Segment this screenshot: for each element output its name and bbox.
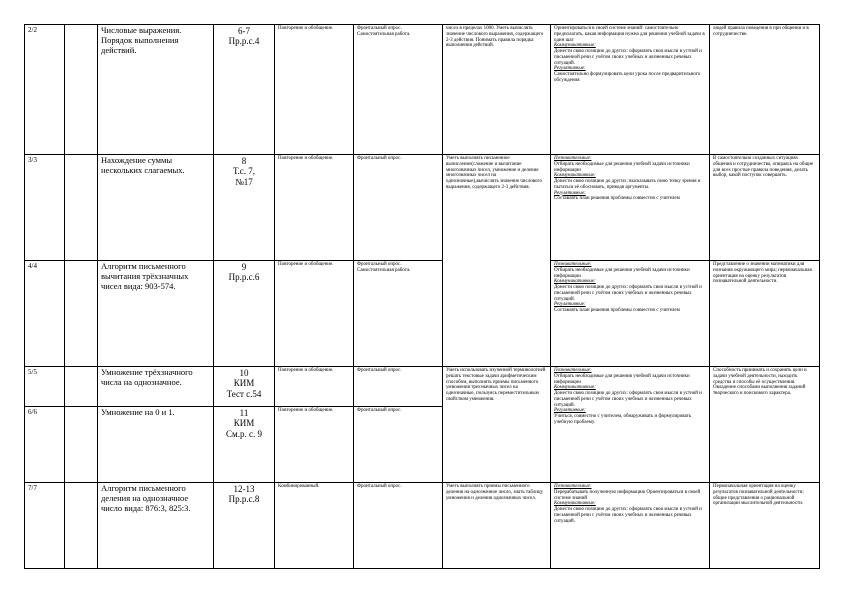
uud-heading: Коммуникативные: bbox=[554, 43, 596, 49]
uud-heading: Познавательные: bbox=[554, 156, 592, 161]
uud-heading: Коммуникативные: bbox=[554, 501, 596, 507]
date-cell bbox=[65, 155, 98, 261]
personal-results: людей правила поведения в при общении и в сотрудничестве. bbox=[710, 25, 820, 155]
lesson-number: 6/6 bbox=[25, 407, 65, 483]
date-cell bbox=[65, 483, 98, 569]
lesson-type: Повторение и обобщение. bbox=[275, 155, 354, 261]
lesson-type: Комбинированный. bbox=[275, 483, 354, 569]
lesson-topic: Нахождение суммы нескольких слагаемых. bbox=[98, 155, 214, 261]
uud-heading: Коммуникативные: bbox=[554, 385, 596, 391]
control-form: Фронтальный опрос. Самостоятельная работа. bbox=[354, 261, 443, 367]
subject-skills: чисел в пределах 1000. Уметь вычислять значение числового выражения, содержащего 2-3 действия. Понимать правила порядка выполнения действий. bbox=[443, 25, 551, 155]
lesson-type: Повторение и обобщение. bbox=[275, 407, 354, 483]
control-form: Фронтальный опрос. bbox=[354, 483, 443, 569]
subject-skills: Уметь выполнять письменное вычисление(сложение и вычитание многозначных чисел, умножение и деление многозначных чисел на однозначные),вычислять значение числового выражения, содержащего 2-3 действия. bbox=[443, 155, 551, 367]
lesson-plan-sheet bbox=[24, 24, 819, 570]
lesson-type: Повторение и обобщение. bbox=[275, 25, 354, 155]
textbook-pages: 8 Т.с. 7, №17 bbox=[214, 155, 275, 261]
lesson-number: 7/7 bbox=[25, 483, 65, 569]
control-form: Фронтальный опрос. Самостоятельная работа. bbox=[354, 25, 443, 155]
lesson-number: 3/3 bbox=[25, 155, 65, 261]
uud-text: Донести свою позицию до других: оформлять свои мысли в устной и письменной речи с учётом своих учебных и жизненных речевых ситуаций. bbox=[554, 49, 702, 66]
uud-text: Самостоятельно формулировать цели урока после предварительного обсуждения bbox=[554, 72, 701, 83]
uud-heading: Регулятивные: bbox=[554, 66, 586, 72]
control-form: Фронтальный опрос. bbox=[354, 155, 443, 261]
date-cell bbox=[65, 367, 98, 407]
lesson-topic: Умножение на 0 и 1. bbox=[98, 407, 214, 483]
uud-text: Учиться, совместно с учителем, обнаруживать и формулировать учебную проблему. bbox=[554, 414, 692, 425]
table-row bbox=[25, 155, 820, 261]
uud-text: Отбирать необходимые для решения учебной задачи источники информации bbox=[554, 161, 690, 173]
subject-skills: Уметь использовать изученной терминологией решать текстовые задачи арифметическим способом, выполнять приемы письменного умножения трехзначных чисел на однозначные, пользуясь переместительным свойством умножения. bbox=[443, 367, 551, 483]
personal-results: В самостоятельно созданных ситуациях общения и сотрудничества, опираясь на общие для всех простые правила поведения, делать выбор, какой поступок совершить. bbox=[710, 155, 820, 261]
lesson-number: 4/4 bbox=[25, 261, 65, 367]
uud-cell bbox=[551, 25, 710, 155]
uud-cell bbox=[551, 155, 710, 261]
uud-cell bbox=[551, 367, 710, 483]
uud-heading: Регулятивные: bbox=[554, 190, 586, 196]
personal-results: Представление о значении математики для познания окружающего мира; первоначальная ориентация на оценку результатов познавательной деятельности. bbox=[710, 261, 820, 367]
table-row bbox=[25, 483, 820, 569]
uud-text: Составлять план решения проблемы совместно с учителем bbox=[554, 308, 680, 313]
uud-text: Составлять план решения проблемы совместно с учителем bbox=[554, 196, 680, 202]
lesson-type: Повторение и обобщение. bbox=[275, 367, 354, 407]
uud-heading: Регулятивные: bbox=[554, 408, 586, 414]
uud-text: Ориентироваться в своей системе знаний: самостоятельно предполагать, какая информация нужна для решения учебной задачи в один шаг bbox=[554, 26, 705, 43]
date-cell bbox=[65, 407, 98, 483]
uud-heading: Коммуникативные: bbox=[554, 279, 596, 285]
uud-text: Отбирать необходимые для решения учебной задачи источники информации bbox=[554, 267, 690, 279]
uud-text: Донести свою позицию до других: оформлять свои мысли в устной и письменной речи с учётом своих учебных и жизненных речевых ситуаций. bbox=[554, 507, 702, 524]
lesson-topic: Умножение трёхзначного числа на однозначное. bbox=[98, 367, 214, 407]
lesson-topic: Алгоритм письменного вычитания трёхзначных чисел вида: 903-574. bbox=[98, 261, 214, 367]
uud-heading: Регулятивные: bbox=[554, 302, 586, 308]
textbook-pages: 10 КИМ Тест с.54 bbox=[214, 367, 275, 407]
uud-heading: Коммуникативные: bbox=[554, 173, 596, 179]
textbook-pages: 6-7 Пр.р.с.4 bbox=[214, 25, 275, 155]
uud-cell bbox=[551, 483, 710, 569]
date-cell bbox=[65, 25, 98, 155]
personal-results: Первоначальная ориентация на оценку результатов познавательной деятельности; общие представления о рациональной организации мыслительной деятельности. bbox=[710, 483, 820, 569]
table-row bbox=[25, 261, 820, 367]
control-form: Фронтальный опрос. bbox=[354, 367, 443, 407]
uud-cell bbox=[551, 261, 710, 367]
uud-text: Донести свою позицию до других: оформлять свои мысли в устной и письменной речи с учётом своих учебных и жизненных речевых ситуаций. bbox=[554, 285, 702, 302]
uud-text: Перерабатывать полученную информацию Ориентироваться в своей системе знаний bbox=[554, 489, 701, 501]
uud-heading: Познавательные: bbox=[554, 484, 592, 489]
uud-text: Отбирать необходимые для решения учебной задачи источники информации bbox=[554, 373, 690, 385]
textbook-pages: 9 Пр.р.с.6 bbox=[214, 261, 275, 367]
lesson-number: 2/2 bbox=[25, 25, 65, 155]
table-row bbox=[25, 25, 820, 155]
textbook-pages: 11 КИМ См.р. с. 9 bbox=[214, 407, 275, 483]
uud-heading: Познавательные: bbox=[554, 368, 592, 373]
lesson-plan-table bbox=[24, 24, 820, 569]
uud-heading: Познавательные: bbox=[554, 262, 592, 267]
textbook-pages: 12-13 Пр.р.с.8 bbox=[214, 483, 275, 569]
lesson-topic: Числовые выражения. Порядок выполнения действий. bbox=[98, 25, 214, 155]
personal-results: Способность принимать и сохранять цели и задачи учебной деятельности, находить средства и способы её осуществления. Овладение способами выполнения заданий творческого и поискового характера. bbox=[710, 367, 820, 483]
control-form: Фронтальный опрос. bbox=[354, 407, 443, 483]
lesson-type: Повторение и обобщение. bbox=[275, 261, 354, 367]
uud-text: Донести свою позицию до других: оформлять свои мысли в устной и письменной речи с учётом своих учебных и жизненных речевых ситуаций. bbox=[554, 391, 702, 408]
subject-skills: Уметь выполнять приемы письменного деления на однозначное число, знать таблицу умножения и деления однозначных чисел. bbox=[443, 483, 551, 569]
lesson-topic: Алгоритм письменного деления на однозначное число вида: 876:3, 825:3. bbox=[98, 483, 214, 569]
date-cell bbox=[65, 261, 98, 367]
lesson-number: 5/5 bbox=[25, 367, 65, 407]
uud-text: Донести свою позицию до других: высказывать свою точку зрения и пытаться её обосновать, приводя аргументы. bbox=[554, 179, 701, 190]
table-row bbox=[25, 367, 820, 407]
